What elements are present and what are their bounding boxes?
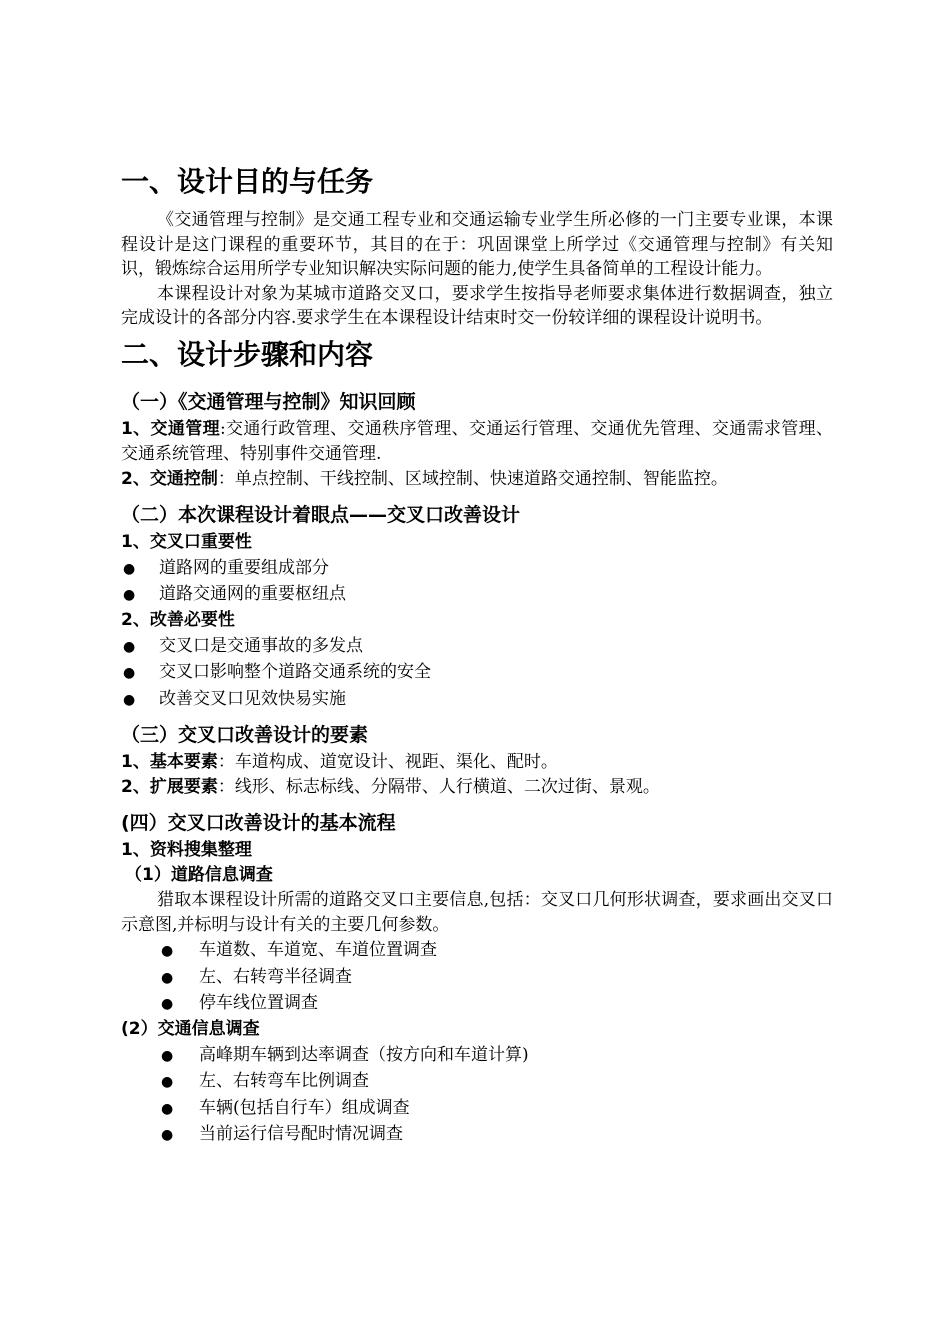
section-2-heading: 二、设计步骤和内容 (121, 337, 374, 371)
list-item (121, 686, 833, 713)
road-info-heading: （1）道路信息调查 (125, 865, 273, 885)
list-item-text: 高峰期车辆到达率调查（按方向和车道计算) (199, 1044, 529, 1065)
part-2-sub-2-list (121, 633, 833, 713)
part-3-item-1-text: ：车道构成、道宽设计、视距、渠化、配时。 (217, 752, 558, 772)
part-3-item-1 (121, 750, 833, 775)
list-item-text: 道路交通网的重要枢纽点 (159, 584, 346, 604)
list-item (121, 1042, 833, 1069)
part-1-heading: （一）《交通管理与控制》知识回顾 (121, 390, 416, 413)
bullet-icon (161, 1068, 173, 1096)
part-1-item-1-text: :交通行政管理、交通秩序管理、交通运行管理、交通优先管理、交通需求管理、交通系统管理、特别事件交通管理. (121, 418, 833, 464)
list-item (121, 1121, 833, 1148)
list-item (121, 990, 833, 1017)
list-item-text: 左、右转弯车比例调查 (199, 1071, 369, 1091)
part-3-item-2-text: ：线形、标志标线、分隔带、人行横道、二次过街、景观。 (217, 777, 660, 797)
part-4-sub-1: 1、资料搜集整理 (121, 840, 252, 860)
section-1-paragraph-1: 《交通管理与控制》是交通工程专业和交通运输专业学生所必修的一门主要专业课，本课程设计是这门课程的重要环节，其目的在于：巩固课堂上所学过《交通管理与控制》有关知识，锻炼综合运用所学专业知识解决实际问题的能力,使学生具备简单的工程设计能力。 (121, 210, 833, 279)
list-item-text: 道路网的重要组成部分 (159, 557, 329, 578)
bullet-icon (161, 964, 173, 992)
part-3-item-2 (121, 775, 833, 800)
list-item-text: 交叉口是交通事故的多发点 (159, 635, 363, 656)
list-item-text: 左、右转弯半径调查 (199, 966, 352, 987)
bullet-icon (123, 686, 135, 714)
part-1-item-2-text: ：单点控制、干线控制、区域控制、快速道路交通控制、智能监控。 (217, 468, 728, 489)
bullet-icon (161, 990, 173, 1018)
part-2-sub-2: 2、改善必要性 (121, 609, 235, 630)
bullet-icon (161, 1121, 173, 1149)
part-3-heading: （三）交叉口改善设计的要素 (121, 724, 369, 746)
list-item (121, 555, 833, 582)
list-item (121, 937, 833, 964)
part-2-sub-1: 1、交叉口重要性 (121, 531, 252, 552)
list-item (121, 964, 833, 991)
part-1-item-2-label: 2、交通控制 (121, 468, 218, 489)
part-1-item-1-label: 1、交通管理 (121, 418, 220, 439)
document-content (121, 160, 833, 1148)
bullet-icon (123, 581, 135, 609)
list-item (121, 1095, 833, 1122)
list-item-text: 停车线位置调查 (199, 993, 318, 1013)
part-1-item-1 (121, 417, 833, 467)
part-4-heading: (四）交叉口改善设计的基本流程 (121, 812, 396, 834)
list-item-text: 改善交叉口见效快易实施 (159, 688, 346, 709)
section-1-heading: 一、设计目的与任务 (121, 165, 374, 198)
bullet-icon (123, 659, 135, 687)
list-item (121, 581, 833, 608)
bullet-icon (123, 555, 135, 583)
road-info-list (121, 937, 833, 1017)
list-item-text: 车道数、车道宽、车道位置调查 (199, 940, 437, 960)
road-info-paragraph: 猎取本课程设计所需的道路交叉口主要信息,包括：交叉口几何形状调查，要求画出交叉口示意图,并标明与设计有关的主要几何参数。 (121, 890, 833, 935)
bullet-icon (161, 937, 173, 965)
traffic-info-heading: (2）交通信息调查 (121, 1018, 260, 1039)
bullet-icon (161, 1042, 173, 1070)
bullet-icon (123, 633, 135, 661)
list-item-text: 车辆(包括自行车）组成调查 (199, 1097, 410, 1118)
part-1-item-2 (121, 467, 833, 492)
part-2-sub-1-list (121, 555, 833, 608)
part-3-item-2-label: 2、扩展要素 (121, 777, 218, 797)
bullet-icon (161, 1095, 173, 1123)
traffic-info-list (121, 1042, 833, 1148)
section-1-paragraph-2: 本课程设计对象为某城市道路交叉口，要求学生按指导老师要求集体进行数据调查，独立完成设计的各部分内容.要求学生在本课程设计结束时交一份较详细的课程设计说明书。 (121, 283, 833, 328)
list-item-text: 当前运行信号配时情况调查 (199, 1124, 403, 1144)
list-item (121, 659, 833, 686)
list-item-text: 交叉口影响整个道路交通系统的安全 (159, 662, 431, 682)
part-3-item-1-label: 1、基本要素 (121, 752, 218, 772)
part-2-heading: （二）本次课程设计着眼点——交叉口改善设计 (121, 503, 521, 526)
list-item (121, 633, 833, 660)
list-item (121, 1068, 833, 1095)
